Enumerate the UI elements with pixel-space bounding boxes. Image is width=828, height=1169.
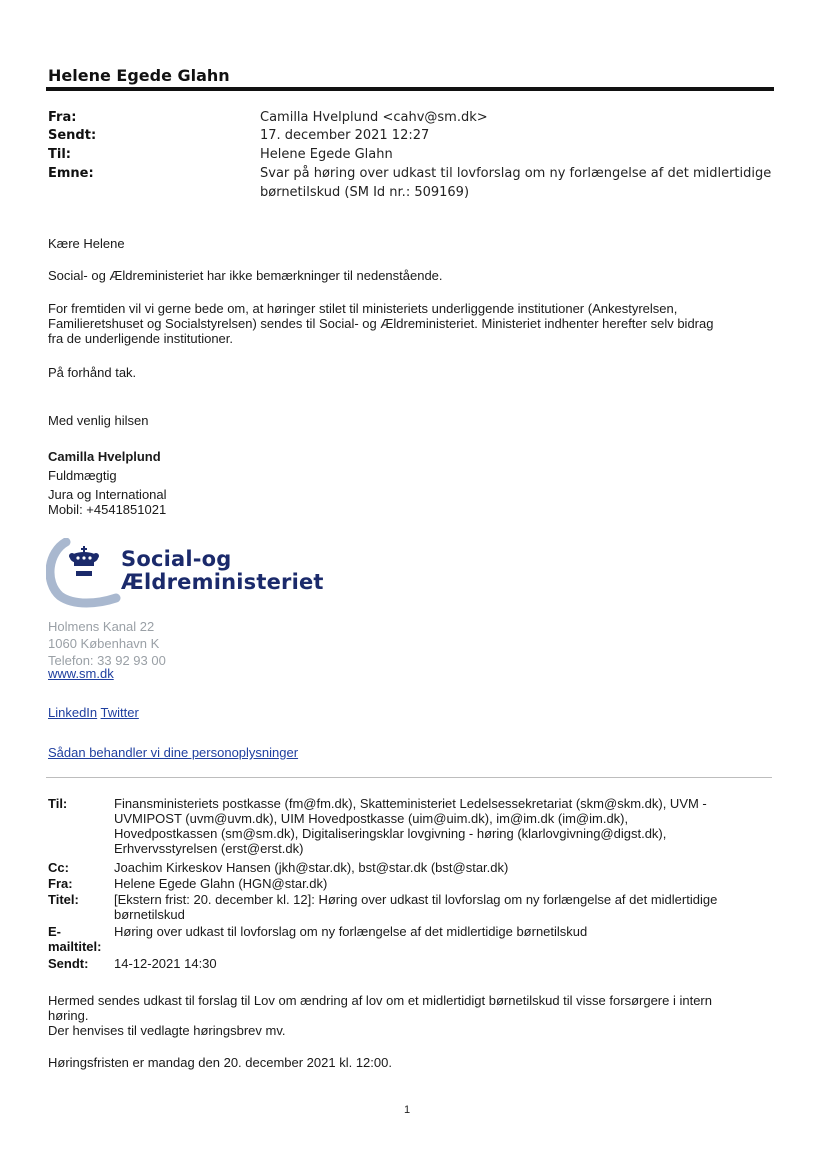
signature-name: Camilla Hvelplund [48,449,161,464]
forwarded-paragraph-1-line-1: Hermed sendes udkast til forslag til Lov om ændring af lov om et midlertidigt børnetilskud til visse forsørgere i intern [48,993,712,1008]
signature-block [48,449,768,517]
emailtitle-label-part-2: mailtitel: [48,939,102,954]
logo-text-line-1: Social-og [121,547,232,571]
closing: Med venlig hilsen [48,413,149,428]
forwarded-title-line-2: børnetilskud [114,907,185,922]
sent-value: 17. december 2021 12:27 [260,128,430,143]
forwarded-paragraph-1-line-2: høring. [48,1008,89,1023]
paragraph-1: Social- og Ældreministeriet har ikke bemærkninger til nedenstående. [48,268,443,283]
subject-value [260,164,780,202]
mailbox-owner-name: Helene Egede Glahn [48,66,230,85]
subject-label: Emne: [48,166,94,181]
paragraph-2 [48,301,768,346]
forwarded-emailtitle-label [48,924,110,954]
address-city: 1060 København K [48,636,160,651]
to-value: Helene Egede Glahn [260,147,393,162]
to-label: Til: [48,147,71,162]
page-number: 1 [404,1104,411,1116]
forwarded-to-label: Til: [48,796,68,811]
address-street: Holmens Kanal 22 [48,619,155,634]
forwarded-emailtitle-value: Høring over udkast til lovforslag om ny forlængelse af det midlertidige børnetilskud [114,924,588,939]
emailtitle-label-part-1: E- [48,924,61,939]
forwarded-to-line-4: Erhvervsstyrelsen (erst@erst.dk) [114,841,304,856]
paragraph-2-line-1: For fremtiden vil vi gerne bede om, at høringer stilet til ministeriets underliggende institutioner (Ankestyrelsen, [48,301,678,316]
paragraph-2-line-3: fra de underligende institutioner. [48,331,234,346]
forwarded-from-value: Helene Egede Glahn (HGN@star.dk) [114,876,328,891]
subject-line-1: Svar på høring over udkast til lovforslag om ny forlængelse af det midlertidige [260,166,772,181]
forwarded-to-line-3: Hovedpostkassen (sm@sm.dk), Digitaliseringsklar lovgivning - høring (klarlovgivning@digst.dk), [114,826,667,841]
forwarded-paragraph-2: Der henvises til vedlagte høringsbrev mv. [48,1023,286,1038]
forwarded-title-label: Titel: [48,892,79,907]
forwarded-title-line-1: [Ekstern frist: 20. december kl. 12]: Høring over udkast til lovforslag om ny forlængelse af det midlertidige [114,892,718,907]
forwarded-to-value [114,796,774,856]
header-rule [46,87,774,91]
forwarded-sent-label: Sendt: [48,956,89,971]
forwarded-divider [46,777,772,778]
forwarded-from-label: Fra: [48,876,73,891]
social-links [48,705,768,720]
forwarded-paragraph-1 [48,993,768,1038]
paragraph-2-line-2: Familieretshuset og Socialstyrelsen) sendes til Social- og Ældreministeriet. Ministeriet indhenter herefter selv bidrag [48,316,714,331]
forwarded-cc-label: Cc: [48,860,69,875]
address-phone: Telefon: 33 92 93 00 [48,653,166,668]
address-block [48,619,768,668]
signature-department: Jura og International [48,487,167,502]
forwarded-title-value [114,892,774,922]
website-link[interactable]: www.sm.dk [48,666,114,681]
forwarded-sent-value: 14-12-2021 14:30 [114,956,217,971]
logo-text-line-2: Ældreministeriet [121,570,324,594]
privacy-link[interactable]: Sådan behandler vi dine personoplysninger [48,745,299,760]
forwarded-cc-value: Joachim Kirkeskov Hansen (jkh@star.dk), bst@star.dk (bst@star.dk) [114,860,509,875]
twitter-link[interactable]: Twitter [100,705,139,720]
from-label: Fra: [48,110,77,125]
paragraph-3: På forhånd tak. [48,365,137,380]
sent-label: Sendt: [48,128,97,143]
forwarded-paragraph-3: Høringsfristen er mandag den 20. december 2021 kl. 12:00. [48,1055,392,1070]
signature-title: Fuldmægtig [48,468,117,483]
from-value: Camilla Hvelplund <cahv@sm.dk> [260,110,488,125]
crown-icon [69,546,99,576]
greeting: Kære Helene [48,236,125,251]
signature-mobile: Mobil: +4541851021 [48,502,167,517]
linkedin-link[interactable]: LinkedIn [48,705,98,720]
forwarded-to-line-1: Finansministeriets postkasse (fm@fm.dk), Skatteministeriet Ledelsessekretariat (skm@skm.dk), UVM - [114,796,707,811]
forwarded-to-line-2: UVMIPOST (uvm@uvm.dk), UIM Hovedpostkasse (uim@uim.dk), im@im.dk (im@im.dk), [114,811,629,826]
subject-line-2: børnetilskud (SM Id nr.: 509169) [260,185,470,200]
